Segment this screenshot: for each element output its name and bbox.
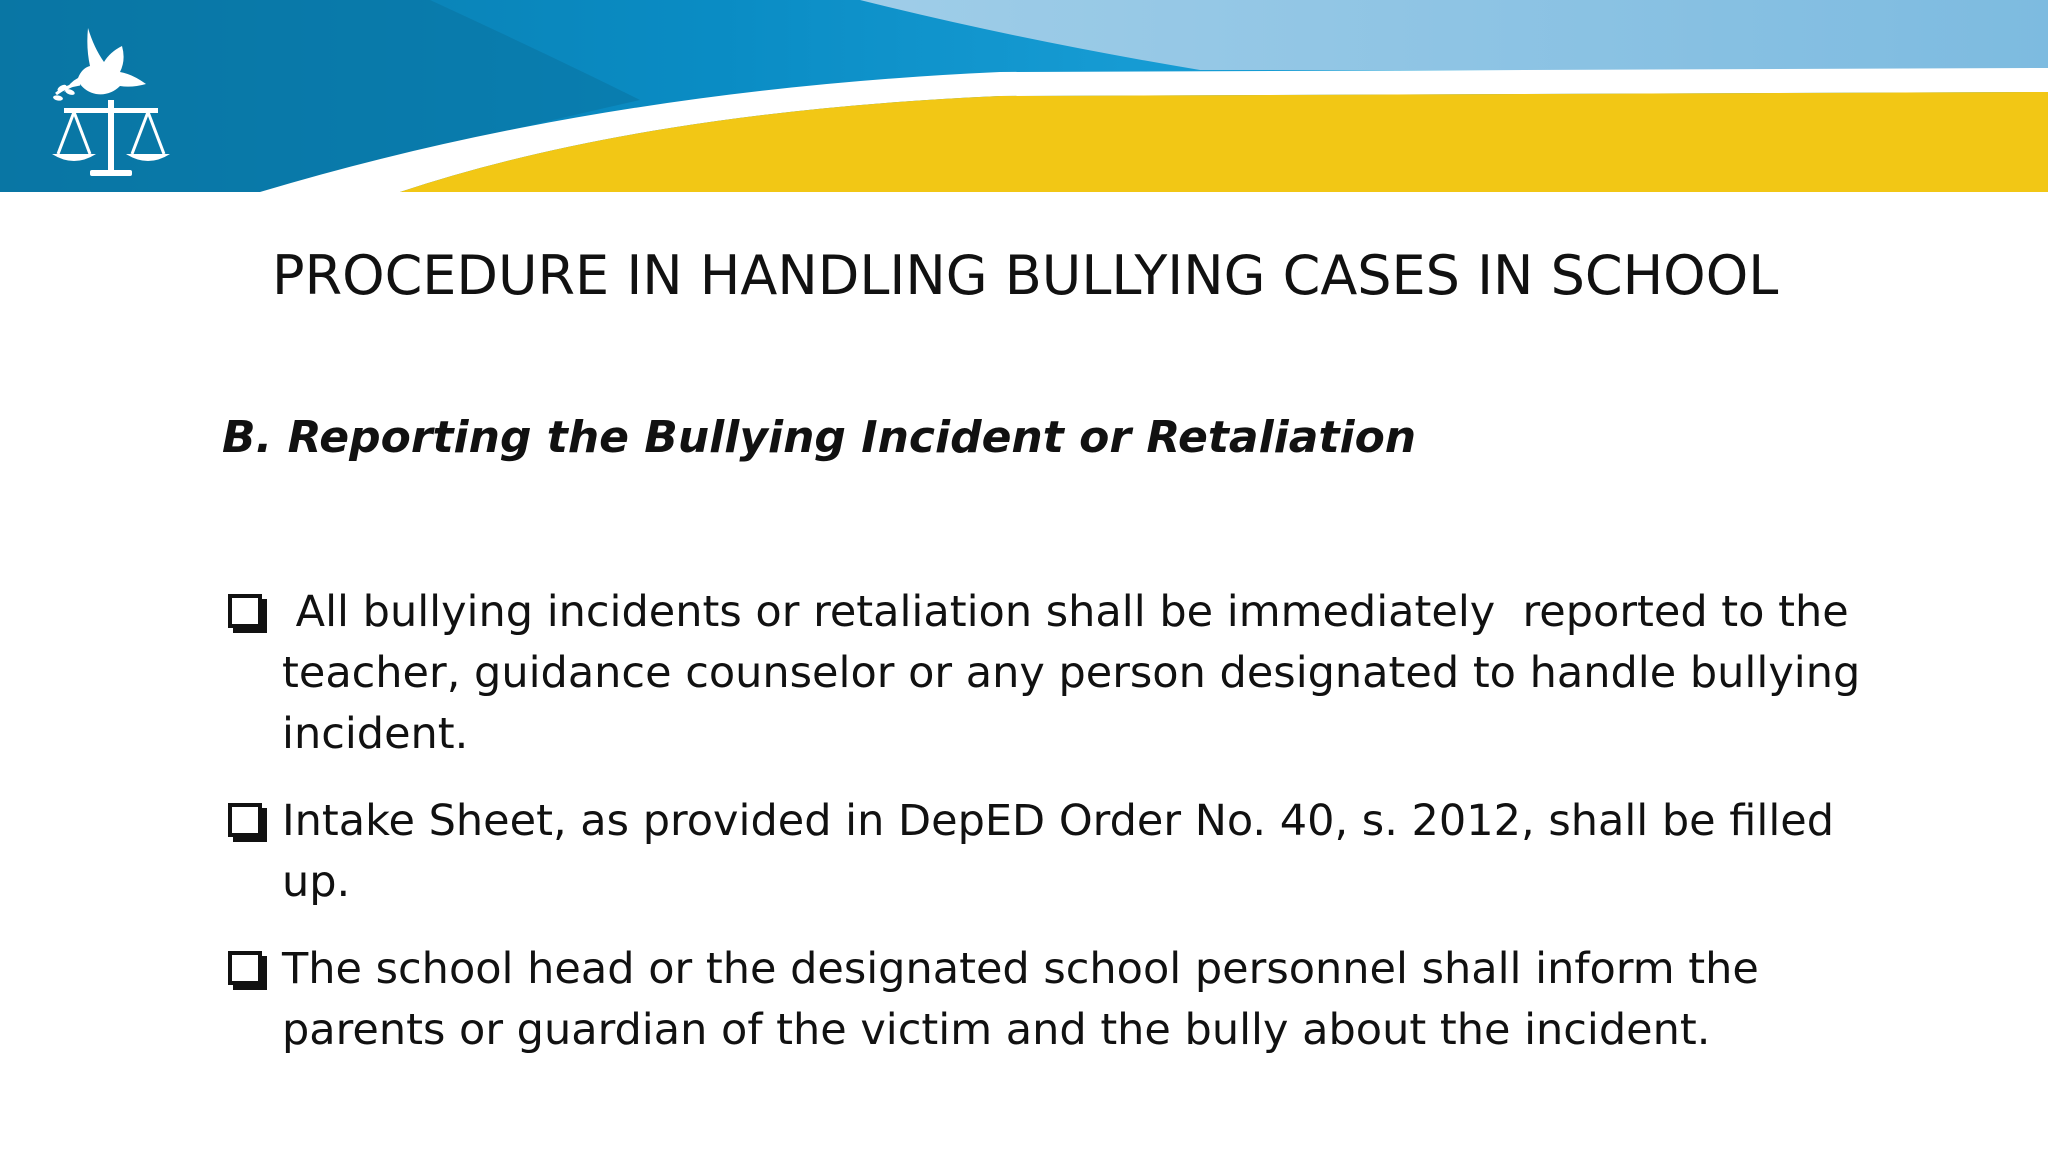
bullet-item [222,791,1912,913]
bullet-text: All bullying incidents or retaliation shall be immediately reported to the teacher, guidance counselor or any person designated to handle bullying incident. [282,587,1874,759]
checkbox-icon [228,803,262,837]
header-banner-graphic [0,0,2048,200]
slide-title: PROCEDURE IN HANDLING BULLYING CASES IN SCHOOL [272,244,1779,307]
checkbox-icon [228,951,262,985]
bullet-item [222,582,1912,765]
bullet-text: The school head or the designated school personnel shall inform the parents or guardian of the victim and the bully about the incident. [282,944,1759,1055]
slide-subtitle: B. Reporting the Bullying Incident or Retaliation [222,412,1417,463]
header-banner [0,0,2048,200]
checkbox-icon [228,594,262,628]
bullet-list [222,582,1912,1087]
bullet-text: Intake Sheet, as provided in DepED Order No. 40, s. 2012, shall be filled up. [282,796,1835,907]
dove-scales-icon [50,22,180,182]
bullet-item [222,939,1912,1061]
